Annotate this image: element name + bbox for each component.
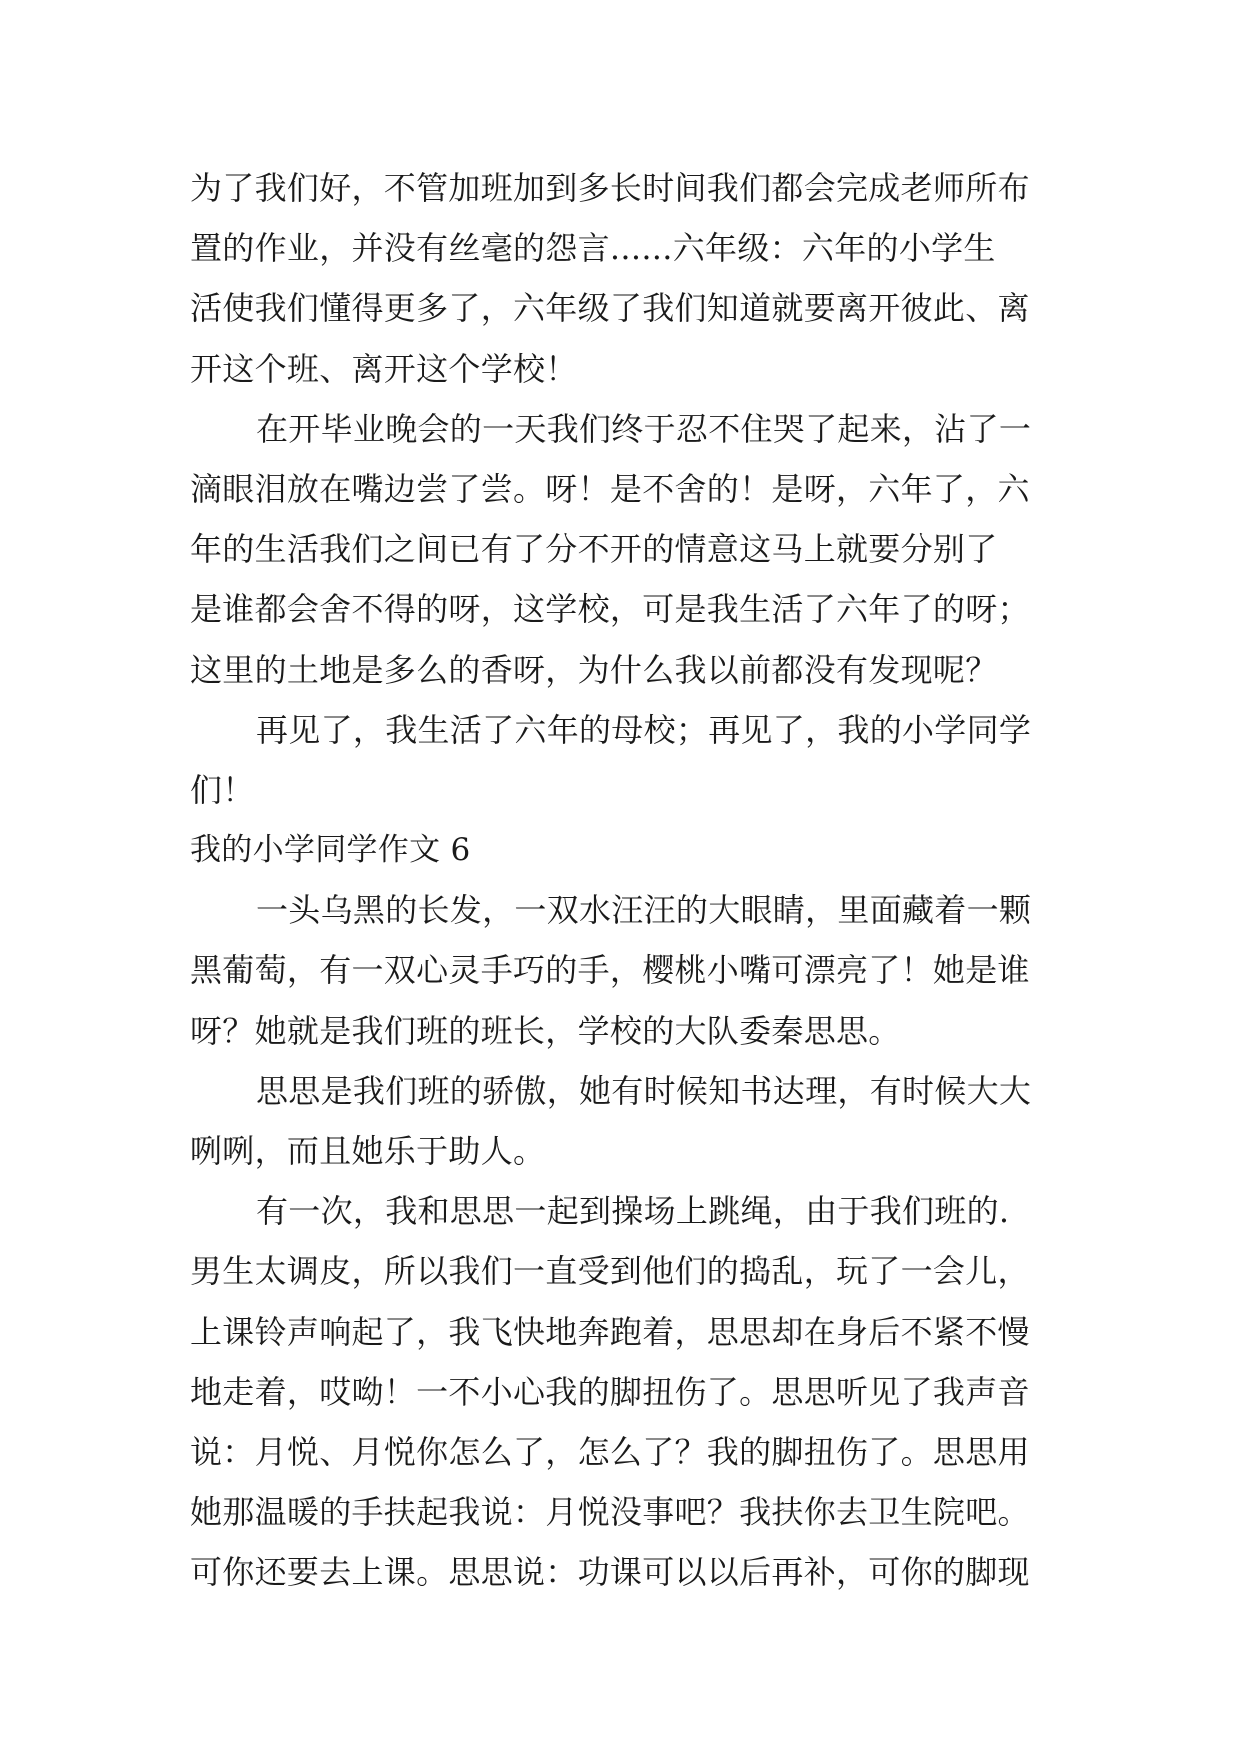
text-line: 年的生活我们之间已有了分不开的情意这马上就要分别了 bbox=[190, 530, 998, 569]
text-line: 为了我们好，不管加班加到多长时间我们都会完成老师所布 bbox=[190, 169, 1030, 207]
text-line: 们！ bbox=[190, 770, 255, 809]
text-line: 是谁都会舍不得的呀，这学校，可是我生活了六年了的呀； bbox=[190, 590, 1030, 629]
text-line: 一头乌黑的长发，一双水汪汪的大眼睛，里面藏着一颗 bbox=[256, 891, 1032, 930]
text-line: 男生太调皮，所以我们一直受到他们的捣乱，玩了一会儿， bbox=[190, 1252, 1030, 1291]
text-line: 地走着，哎呦！一不小心我的脚扭伤了。思思听见了我声音 bbox=[190, 1372, 1030, 1411]
text-line: 说：月悦、月悦你怎么了，怎么了？我的脚扭伤了。思思用 bbox=[190, 1432, 1030, 1471]
text-line: 呀？她就是我们班的班长，学校的大队委秦思思。 bbox=[190, 1011, 901, 1050]
document-body bbox=[190, 158, 1060, 1603]
text-line: 滴眼泪放在嘴边尝了尝。呀！是不舍的！是呀，六年了，六 bbox=[190, 469, 1030, 508]
text-line: 在开毕业晚会的一天我们终于忍不住哭了起来，沾了一 bbox=[256, 409, 1032, 448]
text-line: 她那温暖的手扶起我说：月悦没事吧？我扶你去卫生院吧。 bbox=[190, 1493, 1030, 1532]
text-line: 上课铃声响起了，我飞快地奔跑着，思思却在身后不紧不慢 bbox=[190, 1312, 1030, 1351]
text-line: 这里的土地是多么的香呀，为什么我以前都没有发现呢？ bbox=[190, 650, 998, 689]
text-line: 黑葡萄，有一双心灵手巧的手，樱桃小嘴可漂亮了！她是谁 bbox=[190, 951, 1030, 990]
text-line: 再见了，我生活了六年的母校；再见了，我的小学同学 bbox=[256, 710, 1032, 749]
text-line: 置的作业，并没有丝毫的怨言......六年级：六年的小学生 bbox=[190, 229, 996, 268]
text-line: 有一次，我和思思一起到操场上跳绳，由于我们班的. bbox=[256, 1192, 1010, 1231]
text-line: 开这个班、离开这个学校！ bbox=[190, 349, 578, 388]
text-line: 活使我们懂得更多了，六年级了我们知道就要离开彼此、离 bbox=[190, 289, 1030, 328]
section-heading: 我的小学同学作文 6 bbox=[190, 832, 471, 869]
text-line: 思思是我们班的骄傲，她有时候知书达理，有时候大大 bbox=[256, 1071, 1032, 1110]
text-line: 可你还要去上课。思思说：功课可以以后再补，可你的脚现 bbox=[190, 1553, 1030, 1592]
text-line: 咧咧，而且她乐于助人。 bbox=[190, 1132, 546, 1170]
